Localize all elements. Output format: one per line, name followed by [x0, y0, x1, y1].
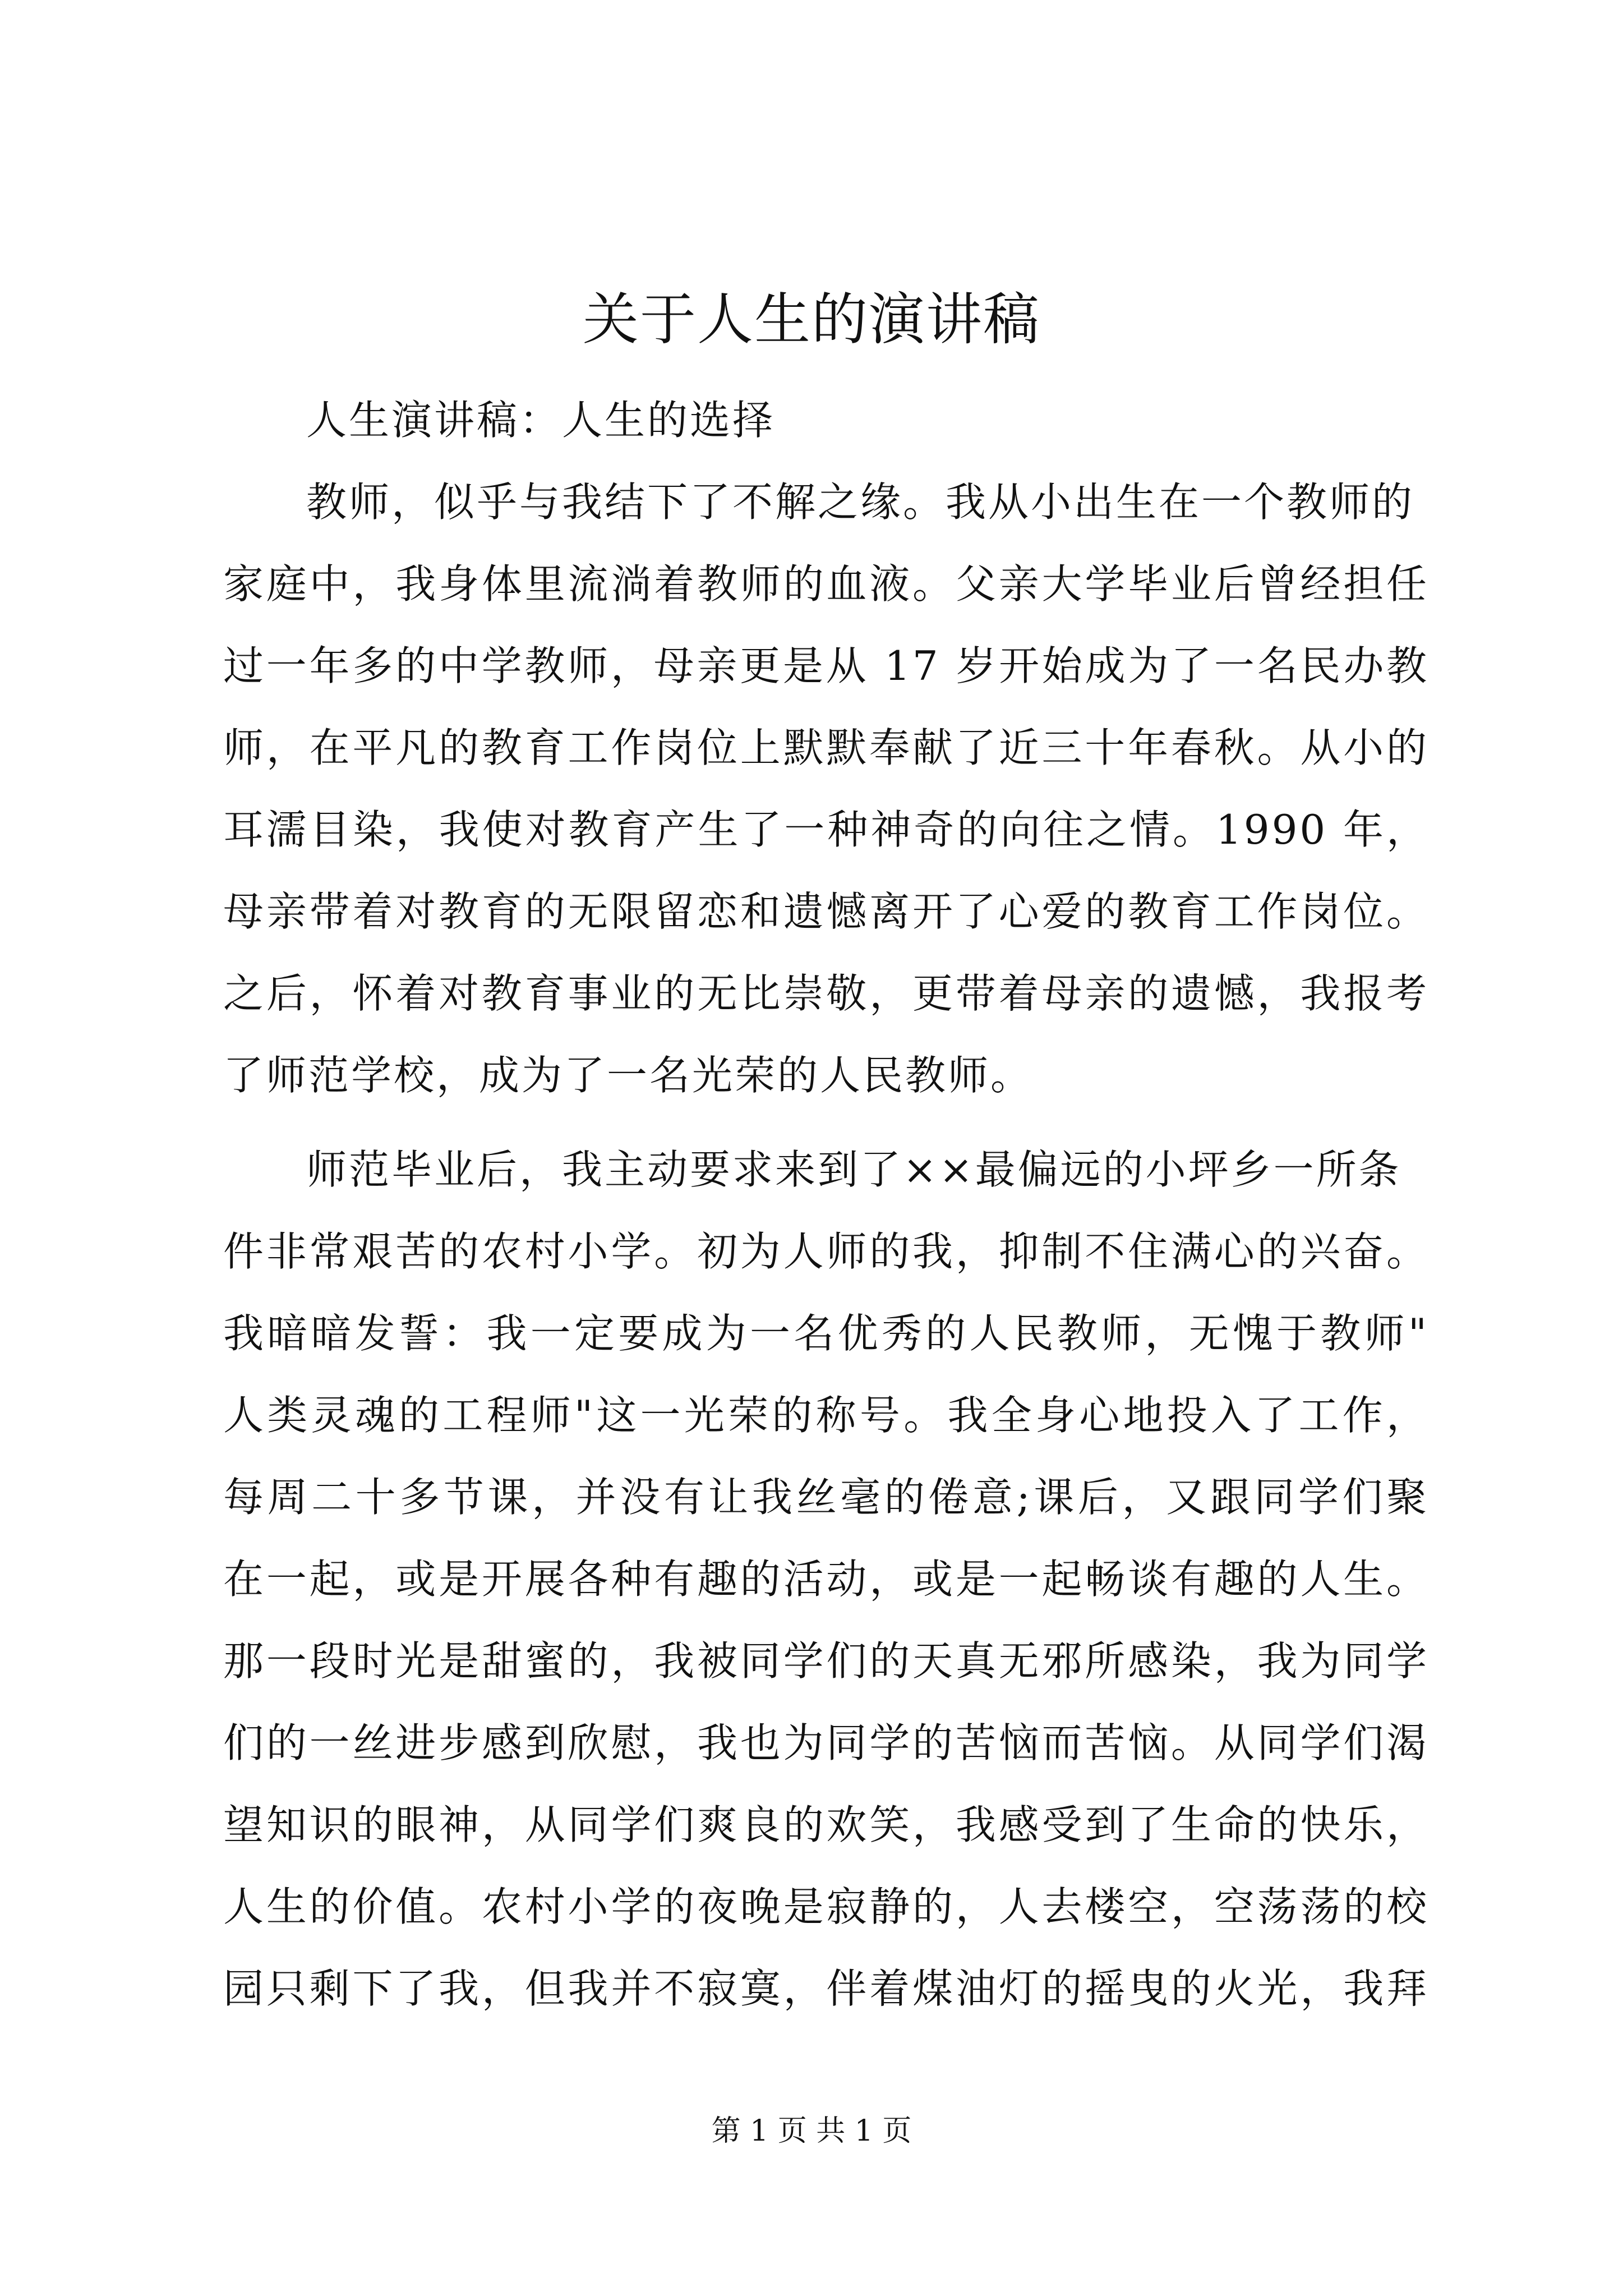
paragraph-line: 们的一丝进步感到欣慰，我也为同学的苦恼而苦恼。从同学们渴 [223, 1719, 1429, 1766]
subtitle: 人生演讲稿：人生的选择 [306, 397, 776, 444]
paragraph-line: 师，在平凡的教育工作岗位上默默奉献了近三十年春秋。从小的 [223, 724, 1429, 771]
paragraph-line: 之后，怀着对教育事业的无比崇敬，更带着母亲的遗憾，我报考 [223, 970, 1429, 1017]
paragraph-line: 人生的价值。农村小学的夜晚是寂静的，人去楼空，空荡荡的校 [223, 1883, 1429, 1930]
paragraph-line: 人类灵魂的工程师"这一光荣的称号。我全身心地投入了工作， [223, 1392, 1429, 1439]
paragraph-line: 园只剩下了我，但我并不寂寞，伴着煤油灯的摇曳的火光，我拜 [223, 1965, 1429, 2012]
paragraph-line: 望知识的眼神，从同学们爽良的欢笑，我感受到了生命的快乐， [223, 1801, 1429, 1848]
paragraph-line: 耳濡目染，我使对教育产生了一种神奇的向往之情。1990 年， [223, 806, 1429, 853]
paragraph-line: 我暗暗发誓：我一定要成为一名优秀的人民教师，无愧于教师" [223, 1310, 1429, 1357]
page-footer: 第 1 页 共 1 页 [711, 2114, 912, 2148]
paragraph-line: 过一年多的中学教师，母亲更是从 17 岁开始成为了一名民办教 [223, 642, 1429, 689]
paragraph-line: 了师范学校，成为了一名光荣的人民教师。 [223, 1052, 1034, 1099]
paragraph-line: 件非常艰苦的农村小学。初为人师的我，抑制不住满心的兴奋。 [223, 1228, 1429, 1275]
page-title: 关于人生的演讲稿 [583, 287, 1040, 352]
paragraph-line: 在一起，或是开展各种有趣的活动，或是一起畅谈有趣的人生。 [223, 1556, 1429, 1603]
paragraph-line: 每周二十多节课，并没有让我丝毫的倦意;课后，又跟同学们聚 [223, 1474, 1429, 1521]
paragraph-line: 师范毕业后，我主动要求来到了××最偏远的小坪乡一所条 [306, 1146, 1401, 1193]
document-body [223, 379, 1429, 2030]
paragraph-line: 家庭中，我身体里流淌着教师的血液。父亲大学毕业后曾经担任 [223, 560, 1429, 608]
paragraph-line: 母亲带着对教育的无限留恋和遗憾离开了心爱的教育工作岗位。 [223, 888, 1429, 935]
paragraph-line: 教师，似乎与我结下了不解之缘。我从小出生在一个教师的 [306, 478, 1415, 526]
paragraph-line: 那一段时光是甜蜜的，我被同学们的天真无邪所感染，我为同学 [223, 1637, 1429, 1685]
